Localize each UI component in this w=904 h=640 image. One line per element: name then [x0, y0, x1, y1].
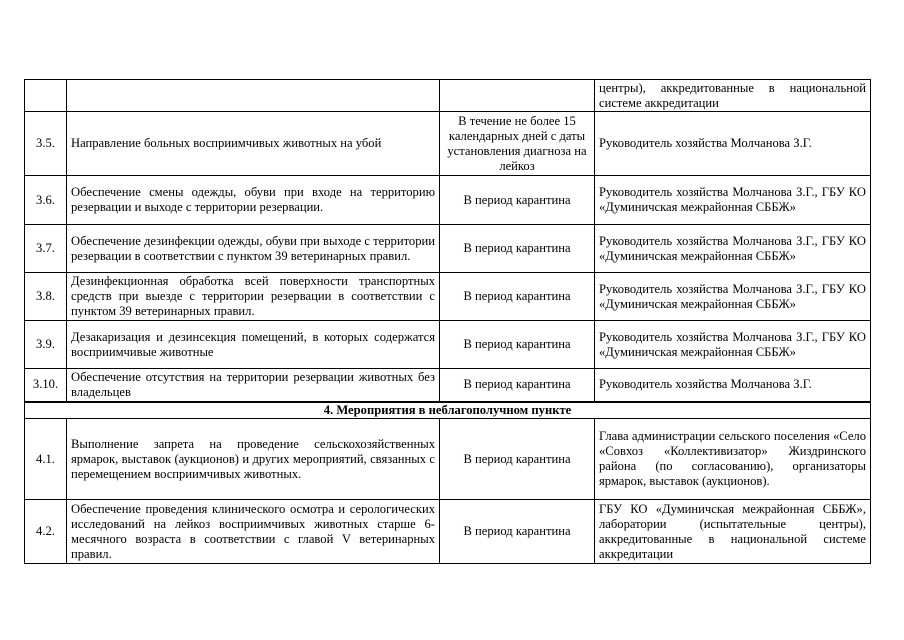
row-number: 4.2. — [25, 500, 67, 564]
section-title: 4. Мероприятия в неблагополучном пункте — [25, 402, 871, 419]
measure-responsible: Руководитель хозяйства Молчанова З.Г. — [595, 112, 871, 176]
measure-responsible: Руководитель хозяйства Молчанова З.Г. — [595, 369, 871, 402]
measure-responsible: центры), аккредитованные в национальной системе аккредитации — [595, 80, 871, 112]
measure-responsible: ГБУ КО «Думиничская межрайонная СББЖ», лаборатории (испытательные центры), аккредитованные в национальной системе аккредитации — [595, 500, 871, 564]
measure-responsible: Руководитель хозяйства Молчанова З.Г., ГБУ КО «Думиничская межрайонная СББЖ» — [595, 176, 871, 225]
measure-term: В период карантина — [440, 321, 595, 369]
measure-term: В период карантина — [440, 176, 595, 225]
measure-name: Обеспечение дезинфекции одежды, обуви при выходе с территории резервации в соответствии с пунктом 39 ветеринарных правил. — [67, 225, 440, 273]
row-number: 3.5. — [25, 112, 67, 176]
measure-term: В период карантина — [440, 273, 595, 321]
table-row — [25, 112, 871, 176]
row-number — [25, 80, 67, 112]
measure-name: Обеспечение проведения клинического осмотра и серологических исследований на лейкоз восприимчивых животных старше 6-месячного возраста в соответствии с главой V ветеринарных правил. — [67, 500, 440, 564]
row-number: 3.9. — [25, 321, 67, 369]
measure-term: В период карантина — [440, 500, 595, 564]
measure-name: Обеспечение смены одежды, обуви при входе на территорию резервации и выходе с территории резервации. — [67, 176, 440, 225]
row-number: 3.6. — [25, 176, 67, 225]
measure-term: В течение не более 15 календарных дней с даты установления диагноза на лейкоз — [440, 112, 595, 176]
table-row — [25, 369, 871, 402]
table-row — [25, 225, 871, 273]
section-header-row — [25, 402, 871, 419]
table-row — [25, 176, 871, 225]
measure-responsible: Руководитель хозяйства Молчанова З.Г., ГБУ КО «Думиничская межрайонная СББЖ» — [595, 225, 871, 273]
measure-name: Направление больных восприимчивых животных на убой — [67, 112, 440, 176]
table-row — [25, 273, 871, 321]
measures-table — [24, 79, 871, 564]
table-row — [25, 80, 871, 112]
measure-term — [440, 80, 595, 112]
measure-name — [67, 80, 440, 112]
table-row — [25, 500, 871, 564]
table-row — [25, 419, 871, 500]
table-row — [25, 321, 871, 369]
row-number: 3.7. — [25, 225, 67, 273]
measure-responsible: Руководитель хозяйства Молчанова З.Г., ГБУ КО «Думиничская межрайонная СББЖ» — [595, 321, 871, 369]
measure-term: В период карантина — [440, 419, 595, 500]
measure-term: В период карантина — [440, 225, 595, 273]
measure-responsible: Руководитель хозяйства Молчанова З.Г., ГБУ КО «Думиничская межрайонная СББЖ» — [595, 273, 871, 321]
row-number: 4.1. — [25, 419, 67, 500]
measure-name: Дезинфекционная обработка всей поверхности транспортных средств при выезде с территории резервации в соответствии с пунктом 39 ветеринарных правил. — [67, 273, 440, 321]
measure-term: В период карантина — [440, 369, 595, 402]
measure-name: Обеспечение отсутствия на территории резервации животных без владельцев — [67, 369, 440, 402]
row-number: 3.8. — [25, 273, 67, 321]
row-number: 3.10. — [25, 369, 67, 402]
measure-name: Дезакаризация и дезинсекция помещений, в которых содержатся восприимчивые животные — [67, 321, 440, 369]
measure-responsible: Глава администрации сельского поселения «Село «Совхоз «Коллективизатор» Жиздринского района (по согласованию), организаторы ярмарок, выставок (аукционов). — [595, 419, 871, 500]
measure-name: Выполнение запрета на проведение сельскохозяйственных ярмарок, выставок (аукционов) и других мероприятий, связанных с перемещением восприимчивых животных. — [67, 419, 440, 500]
